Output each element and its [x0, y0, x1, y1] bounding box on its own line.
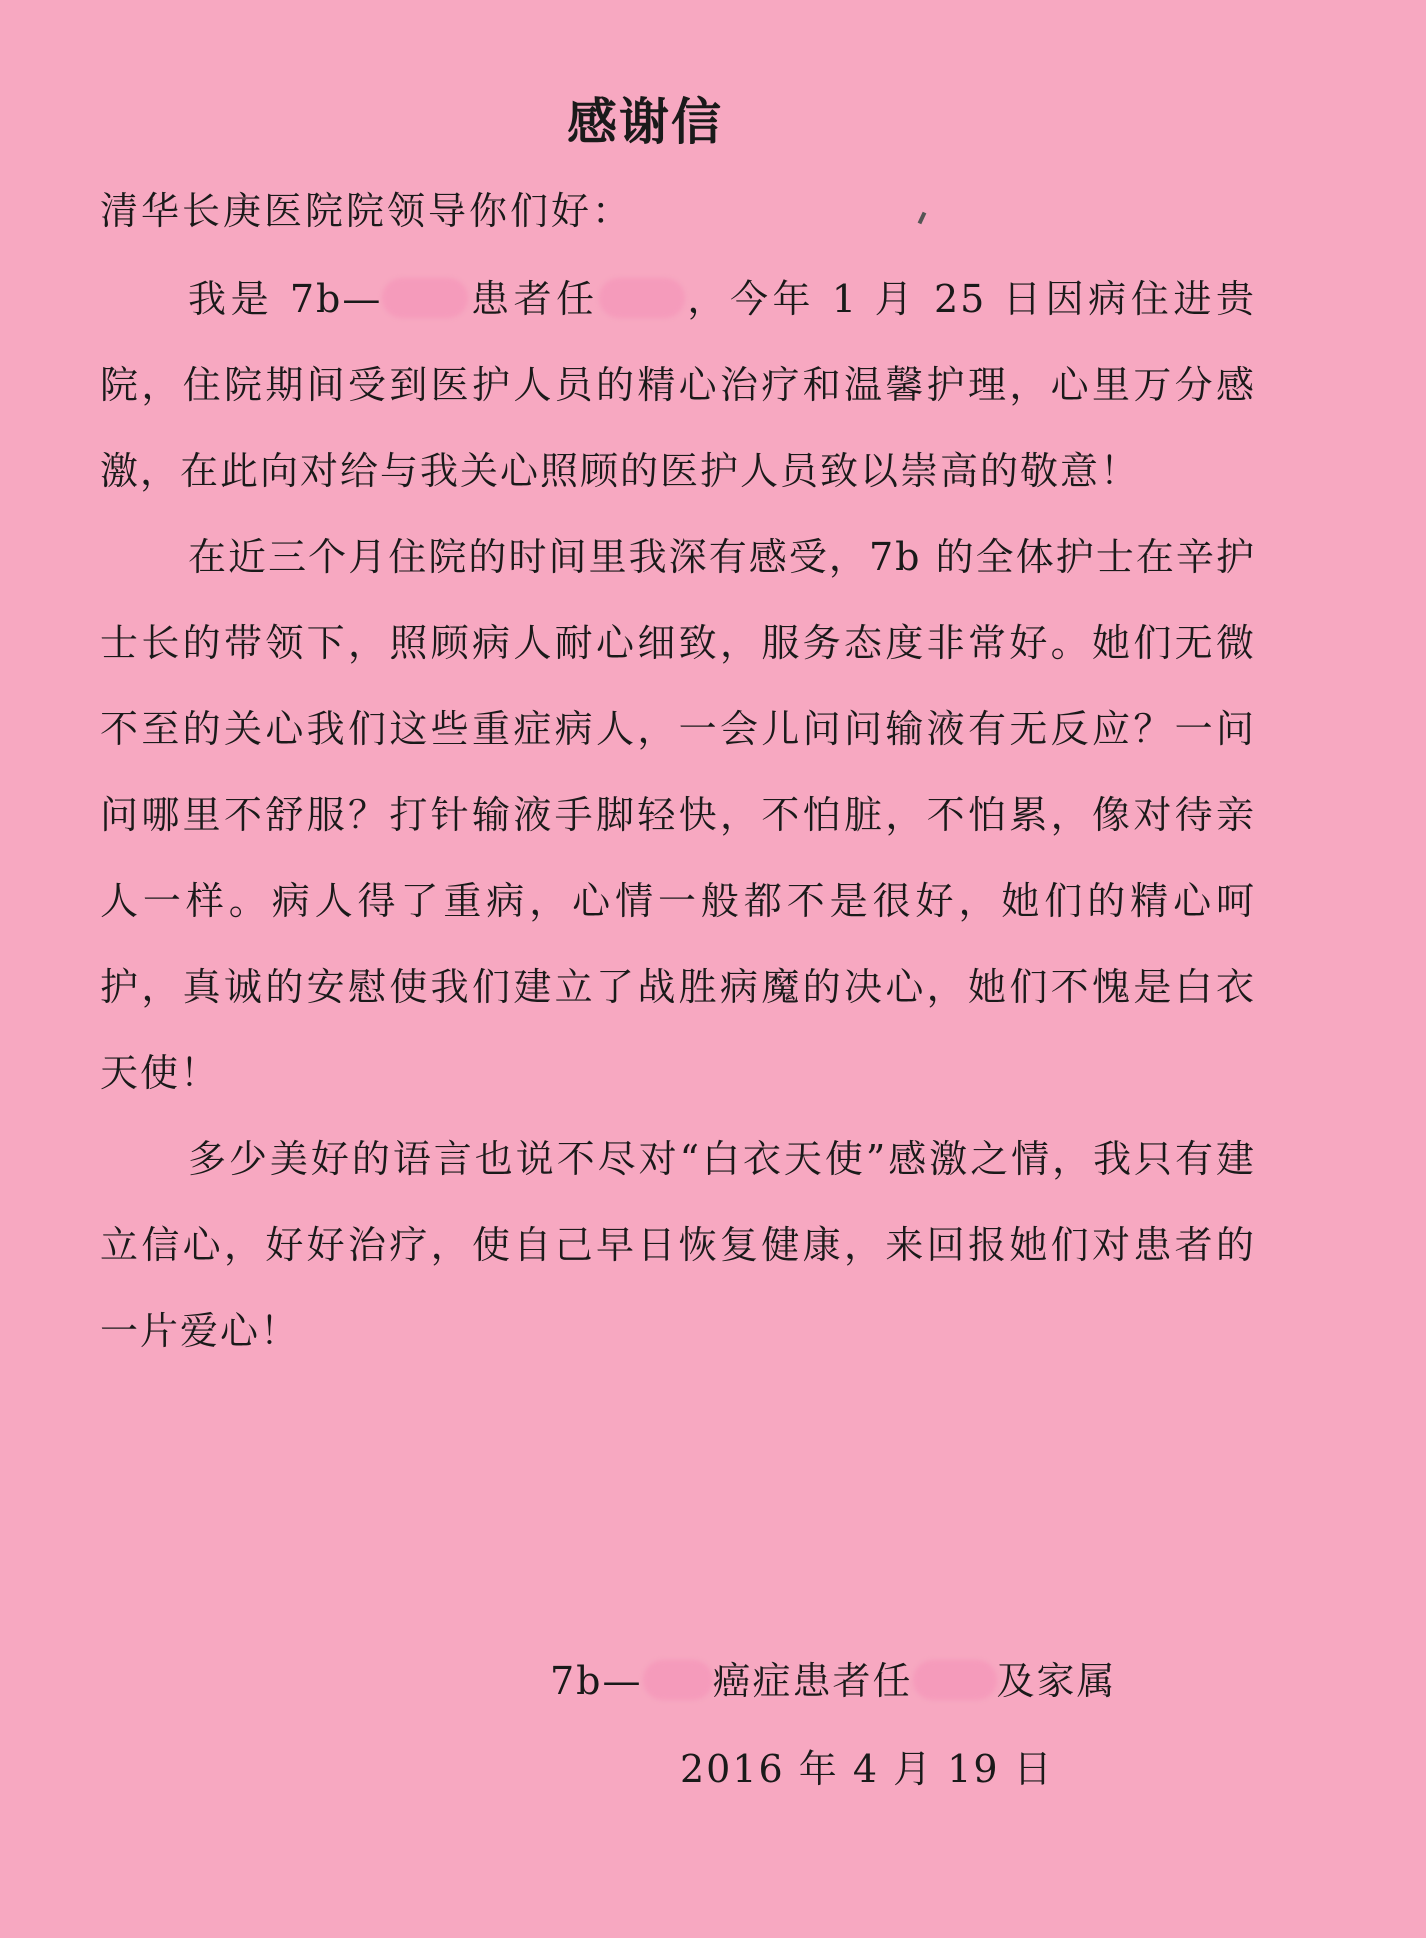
letter-date: 2016 年 4 月 19 日 [680, 1747, 1054, 1791]
signature-part-c: 及家属 [996, 1659, 1117, 1703]
letter-title: 感谢信 [567, 93, 723, 151]
signature-part-a: 7b— [550, 1659, 643, 1703]
paragraph-1-part-a: 我是 7b— [188, 277, 383, 321]
paragraph-3: 多少美好的语言也说不尽对“白衣天使”感激之情，我只有建立信心，好好治疗，使自己早日恢复健康，来回报她们对患者的一片爱心！ [100, 1137, 1256, 1353]
paragraph-1-part-c: ，今年 1 月 25 日因病住进贵院，住院期间受到医护人员的精心治疗和温馨护理，心里万分感激，在此向对给与我关心照顾的医护人员致以崇高的敬意！ [100, 277, 1256, 493]
redaction-mark [913, 1660, 997, 1700]
paragraph-2: 在近三个月住院的时间里我深有感受，7b 的全体护士在辛护士长的带领下，照顾病人耐心细致，服务态度非常好。她们无微不至的关心我们这些重症病人，一会儿问问输液有无反应？一问问哪里不舒服？打针输液手脚轻快，不怕脏，不怕累，像对待亲人一样。病人得了重病，心情一般都不是很好，她们的精心呵护，真诚的安慰使我们建立了战胜病魔的决心，她们不愧是白衣天使！ [100, 535, 1256, 1095]
paragraph-1 [100, 256, 1256, 514]
redaction-mark [382, 278, 468, 318]
stray-mark [918, 212, 927, 225]
redaction-mark [643, 1660, 713, 1700]
letter-salutation: 清华长庚医院院领导你们好： [100, 189, 634, 233]
letter-body [100, 256, 1256, 1374]
signature-part-b: 癌症患者任 [712, 1659, 913, 1703]
redaction-mark [599, 278, 685, 318]
paragraph-1-part-b: 患者任 [468, 277, 599, 321]
letter-signature [550, 1650, 1117, 1705]
